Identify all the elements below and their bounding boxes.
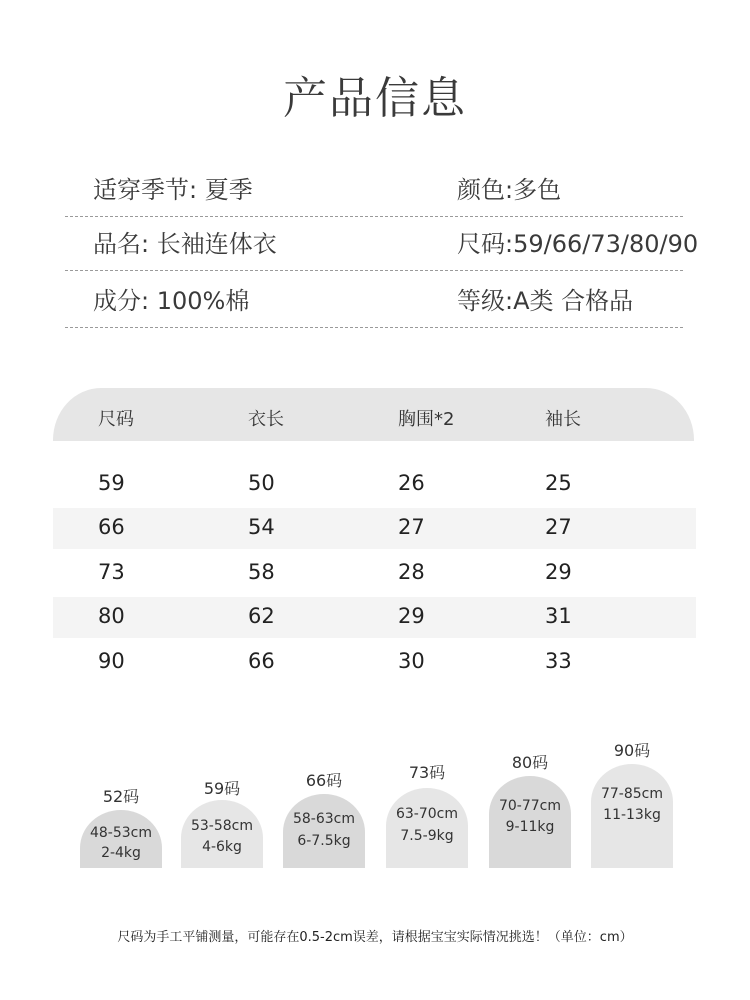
table-cell: 31 [545, 604, 572, 628]
table-cell: 66 [98, 515, 125, 539]
size-card-weight: 9-11kg [505, 819, 555, 835]
size-table-header [53, 388, 694, 441]
info-grade: 等级:A类 合格品 [457, 287, 634, 315]
size-card-height: 77-85cm [600, 786, 663, 802]
size-card-body [489, 776, 571, 868]
size-card-body [591, 764, 673, 868]
table-cell: 33 [545, 649, 572, 673]
header-chest: 胸围*2 [398, 409, 455, 430]
size-card-weight: 7.5-9kg [400, 828, 454, 844]
size-card-label: 80码 [511, 753, 549, 772]
size-card-66 [283, 766, 365, 868]
size-card-height: 48-53cm [89, 825, 152, 841]
header-size: 尺码 [98, 409, 134, 430]
table-cell: 73 [98, 560, 125, 584]
size-card-body [283, 794, 365, 868]
size-card-label: 73码 [408, 763, 446, 782]
info-season: 适穿季节: 夏季 [93, 176, 253, 204]
table-cell: 30 [398, 649, 425, 673]
table-cell: 62 [248, 604, 275, 628]
info-row-name [65, 222, 699, 271]
table-cell: 26 [398, 471, 425, 495]
measurement-footnote: 尺码为手工平铺测量，可能存在0.5-2cm误差，请根据宝宝实际情况挑选！（单位：cm） [117, 930, 633, 945]
size-card-weight: 6-7.5kg [297, 833, 351, 849]
table-cell: 27 [398, 515, 425, 539]
table-cell: 80 [98, 604, 125, 628]
table-cell: 66 [248, 649, 275, 673]
size-card-label: 66码 [305, 771, 343, 790]
table-cell: 59 [98, 471, 125, 495]
table-cell: 54 [248, 515, 275, 539]
table-cell: 90 [98, 649, 125, 673]
size-card-label: 52码 [102, 787, 140, 806]
header-length: 衣长 [248, 409, 284, 430]
info-material: 成分: 100%棉 [93, 287, 250, 315]
size-card-90 [591, 736, 673, 868]
size-card-body [386, 788, 468, 868]
size-card-59 [181, 774, 263, 868]
size-card-label: 59码 [203, 779, 241, 798]
size-card-height: 58-63cm [292, 811, 355, 827]
size-card-80 [489, 748, 571, 868]
header-sleeve: 袖长 [545, 409, 581, 430]
size-card-height: 63-70cm [395, 806, 458, 822]
page-title: 产品信息 [283, 73, 467, 124]
size-card-weight: 4-6kg [202, 839, 242, 855]
table-cell: 58 [248, 560, 275, 584]
table-row [53, 553, 696, 594]
table-cell: 29 [545, 560, 572, 584]
info-color: 颜色:多色 [457, 176, 562, 204]
size-card-body [80, 810, 162, 868]
size-card-height: 53-58cm [190, 818, 253, 834]
size-card-weight: 11-13kg [603, 807, 661, 823]
table-row [53, 642, 696, 683]
size-card-body [181, 800, 263, 868]
size-card-52 [80, 782, 162, 868]
info-row-season [65, 168, 683, 217]
table-row [53, 464, 696, 505]
table-row [53, 508, 696, 549]
size-card-weight: 2-4kg [101, 845, 141, 861]
table-cell: 27 [545, 515, 572, 539]
table-cell: 25 [545, 471, 572, 495]
size-card-73 [386, 758, 468, 868]
table-cell: 50 [248, 471, 275, 495]
size-card-height: 70-77cm [498, 798, 561, 814]
info-product-name: 品名: 长袖连体衣 [93, 230, 277, 258]
info-row-material [65, 279, 683, 328]
table-cell: 28 [398, 560, 425, 584]
table-cell: 29 [398, 604, 425, 628]
table-row [53, 597, 696, 638]
info-sizes: 尺码:59/66/73/80/90 [457, 230, 699, 258]
size-card-label: 90码 [613, 741, 651, 760]
